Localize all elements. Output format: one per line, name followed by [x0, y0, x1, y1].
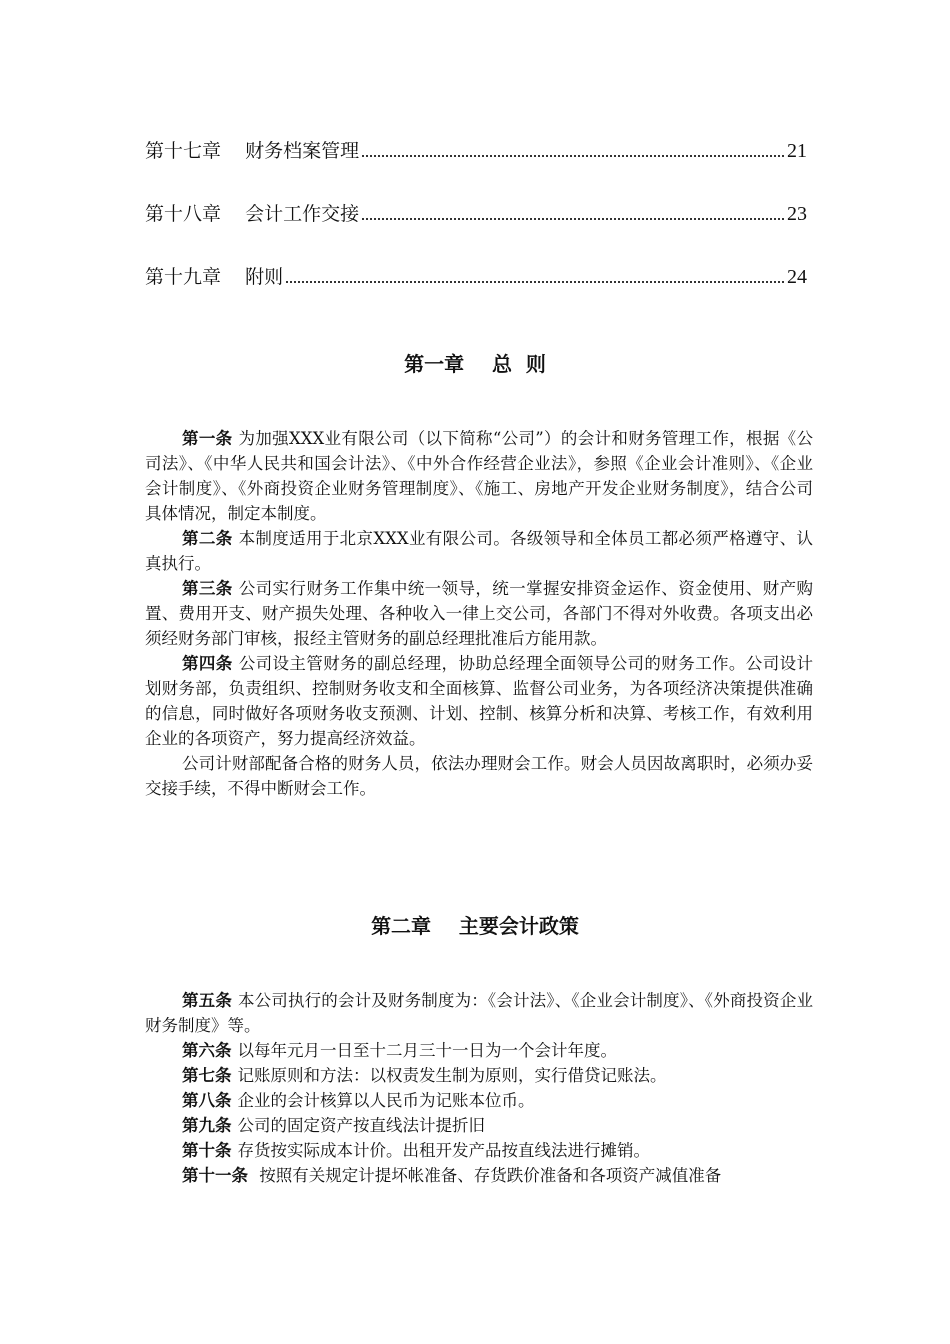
- article-paragraph: [145, 1138, 813, 1163]
- toc-leader-dots: [286, 281, 784, 283]
- article-paragraph: [145, 426, 813, 526]
- chapter-2-heading: 第二章 主要会计政策: [371, 914, 579, 938]
- article-label: 第十一条: [182, 1166, 248, 1185]
- article-text: 本公司执行的会计及财务制度为：《会计法》、《企业会计制度》、《外商投资企业财务制度》等。: [145, 991, 814, 1035]
- chapter-1-heading: 第一章 总 则: [404, 352, 546, 376]
- article-text: 公司的固定资产按直线法计提折旧: [237, 1116, 485, 1135]
- toc-leader-dots: [362, 155, 784, 157]
- article-paragraph: [145, 526, 813, 576]
- article-paragraph: [145, 1113, 813, 1138]
- article-label: 第六条: [182, 1041, 232, 1060]
- article-paragraph: [145, 651, 813, 751]
- article-label: 第十条: [182, 1141, 232, 1160]
- article-text: 本制度适用于北京XXX业有限公司。各级领导和全体员工都必须严格遵守、认真执行。: [145, 529, 814, 573]
- article-paragraph: [145, 1063, 813, 1088]
- article-label: 第八条: [182, 1091, 232, 1110]
- toc-page-number: 23: [787, 203, 807, 225]
- article-text: 存货按实际成本计价。出租开发产品按直线法进行摊销。: [237, 1141, 650, 1160]
- article-label: 第七条: [182, 1066, 232, 1085]
- article-label: 第三条: [182, 579, 233, 598]
- article-text: 为加强XXX业有限公司（以下简称“公司”）的会计和财务管理工作，根据《公司法》、《中华人民共和国会计法》、《中外合作经营企业法》，参照《企业会计准则》、《企业会计制度》、《外商投资企业财务管理制度》、《施工、房地产开发企业财务制度》，结合公司具体情况，制定本制度。: [145, 429, 813, 523]
- toc-entry[interactable]: [145, 136, 807, 199]
- article-text: 记账原则和方法：以权责发生制为原则，实行借贷记账法。: [237, 1066, 667, 1085]
- chapter-1-body: [145, 426, 813, 801]
- toc-entry[interactable]: [145, 262, 807, 325]
- toc-page-number: 21: [787, 140, 807, 162]
- article-paragraph: [145, 576, 813, 651]
- toc-chapter-title: 第十八章 会计工作交接: [145, 203, 360, 225]
- table-of-contents: [145, 136, 807, 325]
- article-paragraph: [145, 988, 813, 1038]
- chapter-2-body: [145, 988, 813, 1188]
- article-text: 公司实行财务工作集中统一领导，统一掌握安排资金运作、资金使用、财产购置、费用开支、财产损失处理、各种收入一律上交公司，各部门不得对外收费。各项支出必须经财务部门审核，报经主管财务的副总经理批准后方能用款。: [145, 579, 814, 648]
- article-label: 第九条: [182, 1116, 232, 1135]
- toc-chapter-title: 第十七章 财务档案管理: [145, 140, 360, 162]
- article-text: 公司计财部配备合格的财务人员，依法办理财会工作。财会人员因故离职时，必须办妥交接手续，不得中断财会工作。: [145, 754, 813, 798]
- article-text: 以每年元月一日至十二月三十一日为一个会计年度。: [237, 1041, 617, 1060]
- article-text: 企业的会计核算以人民币为记账本位币。: [237, 1091, 535, 1110]
- article-paragraph: [145, 1163, 813, 1188]
- toc-leader-dots: [362, 218, 784, 220]
- article-paragraph: [145, 1038, 813, 1063]
- article-text: 按照有关规定计提坏帐准备、存货跌价准备和各项资产减值准备: [254, 1166, 722, 1185]
- article-label: 第二条: [182, 529, 233, 548]
- toc-chapter-title: 第十九章 附则: [145, 266, 284, 288]
- toc-page-number: 24: [787, 266, 807, 288]
- article-text: 公司设主管财务的副总经理，协助总经理全面领导公司的财务工作。公司设计划财务部，负责组织、控制财务收支和全面核算、监督公司业务，为各项经济决策提供准确的信息，同时做好各项财务收支预测、计划、控制、核算分析和决算、考核工作，有效利用企业的各项资产，努力提高经济效益。: [145, 654, 814, 748]
- article-paragraph: [145, 1088, 813, 1113]
- article-label: 第一条: [182, 429, 233, 448]
- article-paragraph: [145, 751, 813, 801]
- article-label: 第五条: [182, 991, 232, 1010]
- toc-entry[interactable]: [145, 199, 807, 262]
- article-label: 第四条: [182, 654, 233, 673]
